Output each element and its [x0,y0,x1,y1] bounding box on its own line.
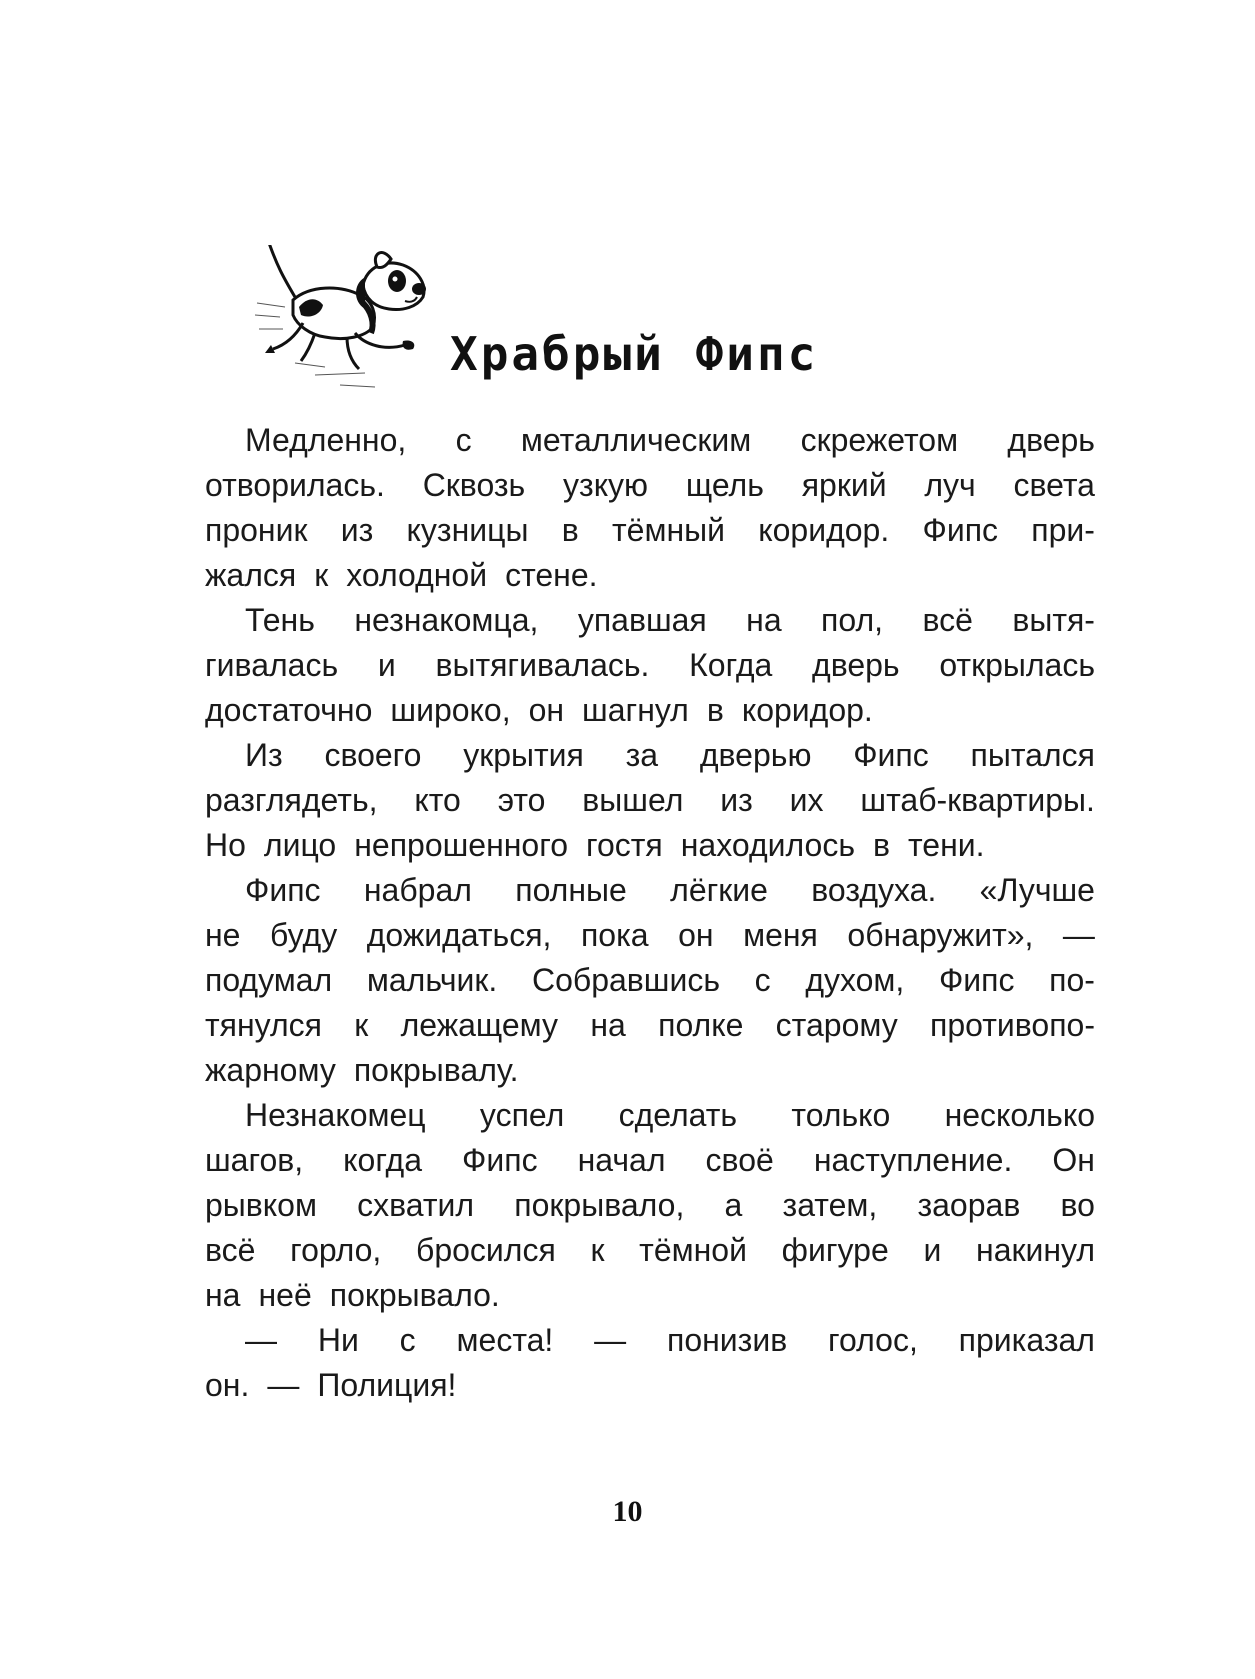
text-line: жался к холодной стене. [205,557,598,593]
text-line: отворилась. Сквозь узкую щель яркий луч света [205,467,1095,503]
text-line: жарному покрывалу. [205,1052,519,1088]
text-line: достаточно широко, он шагнул в коридор. [205,692,873,728]
text-line: всё горло, бросился к тёмной фигуре и накинул [205,1232,1095,1268]
text-line: на неё покрывало. [205,1277,500,1313]
paragraph [205,1093,1095,1318]
text-line: Тень незнакомца, упавшая на пол, всё вытя- [245,602,1095,638]
text-line: проник из кузницы в тёмный коридор. Фипс при- [205,512,1095,548]
text-line: рывком схватил покрывало, а затем, заорав во [205,1187,1095,1223]
running-dog-icon [255,245,455,395]
text-line: не буду дожидаться, пока он меня обнаружит», — [205,917,1095,953]
paragraph [205,418,1095,598]
text-line: разглядеть, кто это вышел из их штаб-квартиры. [205,782,1095,818]
text-line: шагов, когда Фипс начал своё наступление. Он [205,1142,1095,1178]
text-line: Из своего укрытия за дверью Фипс пытался [245,737,1095,773]
text-line: подумал мальчик. Собравшись с духом, Фипс по- [205,962,1095,998]
text-line: Медленно, с металлическим скрежетом дверь [245,422,1095,458]
page-number: 10 [612,1495,643,1528]
chapter-title: Храбрый Фипс [450,327,819,381]
story-text [205,418,1095,1408]
text-line: Но лицо непрошенного гостя находилось в тени. [205,827,985,863]
text-line: гивалась и вытягивалась. Когда дверь открылась [205,647,1095,683]
text-line: Фипс набрал полные лёгкие воздуха. «Лучше [245,872,1095,908]
text-line: тянулся к лежащему на полке старому противопо- [205,1007,1095,1043]
chapter-header [255,245,895,395]
paragraph [205,868,1095,1093]
paragraph [205,733,1095,868]
text-line: — Ни с места! — понизив голос, приказал [245,1322,1095,1358]
text-line: Незнакомец успел сделать только несколько [245,1097,1095,1133]
paragraph [205,598,1095,733]
paragraph [205,1318,1095,1408]
text-line: он. — Полиция! [205,1367,457,1403]
